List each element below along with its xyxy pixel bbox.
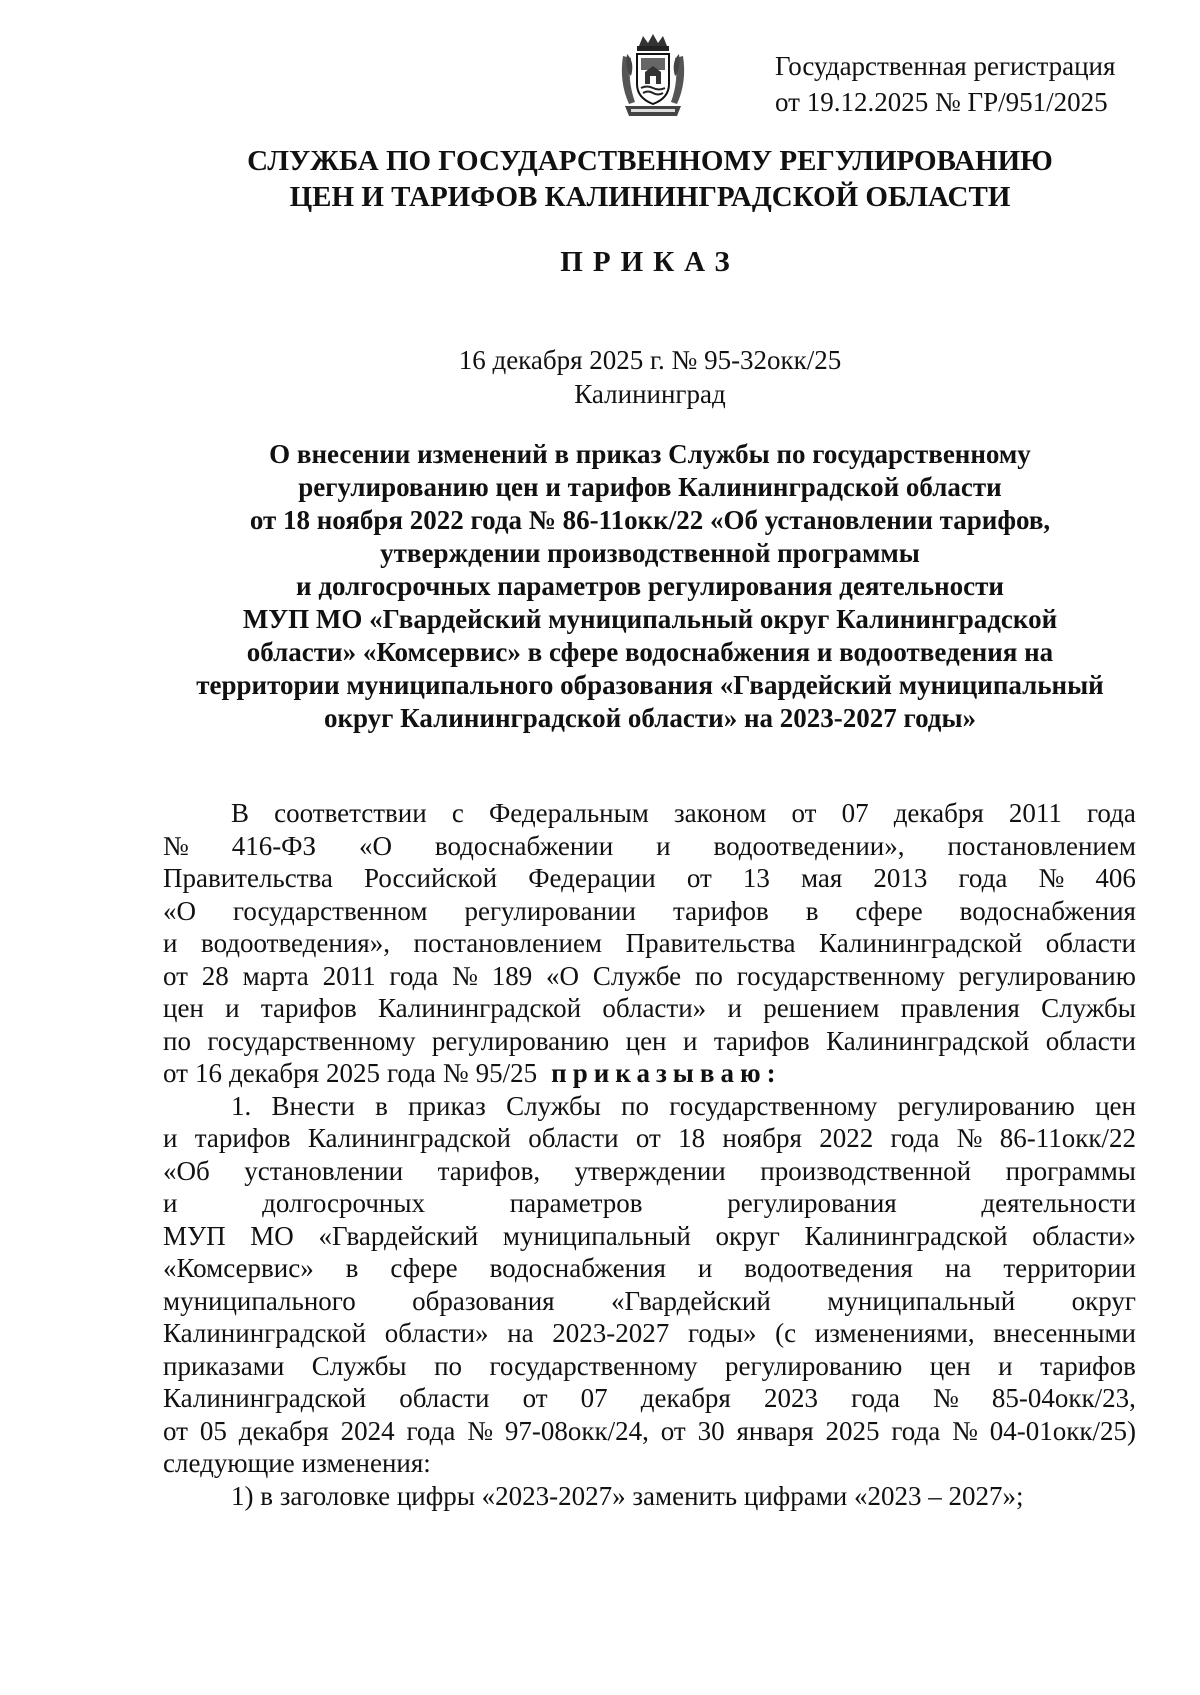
item-1-line: следующие изменения: [163, 1448, 431, 1478]
order-subject [150, 438, 1150, 735]
order-date-block [0, 343, 1200, 411]
subject-line: О внесении изменений в приказ Службы по государственному [269, 439, 1031, 469]
registration-stamp [775, 48, 1175, 120]
preamble-line: и водоотведения», постановлением Правительства Калининградской области [163, 928, 1136, 958]
item-1-line: и тарифов Калининградской области от 18 ноября 2022 года № 86-11окк/22 [163, 1123, 1136, 1153]
subitem-1 [163, 1480, 1136, 1513]
subject-line: округ Калининградской области» на 2023-2027 годы» [323, 703, 977, 733]
order-city: Калининград [574, 379, 726, 409]
subject-line: МУП МО «Гвардейский муниципальный округ Калининградской [242, 604, 1058, 634]
registration-line-1: Государственная регистрация [775, 51, 1116, 81]
subject-line: области» «Комсервис» в сфере водоснабжения и водоотведения на [246, 637, 1054, 667]
order-date-number: 16 декабря 2025 г. № 95-32окк/25 [458, 345, 842, 375]
subject-line: и долгосрочных параметров регулирования деятельности [296, 571, 1004, 601]
preamble-line: № 416-ФЗ «О водоснабжении и водоотведении», постановлением [163, 830, 1136, 861]
decree-word: приказываю: [551, 1058, 782, 1088]
coat-of-arms-emblem [617, 32, 689, 118]
document-type-title: ПРИКАЗ [560, 246, 740, 278]
registration-line-2: от 19.12.2025 № ГР/951/2025 [775, 87, 1108, 117]
item-1-line: приказами Службы по государственному регулированию цен и тарифов [163, 1350, 1136, 1381]
subject-line: регулированию цен и тарифов Калининградской области [298, 472, 1002, 502]
item-1-paragraph [163, 1090, 1136, 1480]
item-1-line: и долгосрочных параметров регулирования деятельности [163, 1188, 1136, 1218]
preamble-line: от 16 декабря 2025 года № 95/25 приказываю: [163, 1058, 782, 1088]
preamble-line: В соответствии с Федеральным законом от 07 декабря 2011 года [231, 798, 1136, 828]
preamble-line: цен и тарифов Калининградской области» и решением правления Службы [163, 993, 1136, 1023]
preamble-line: по государственному регулированию цен и тарифов Калининградской области [163, 1025, 1136, 1056]
agency-line-1: СЛУЖБА ПО ГОСУДАРСТВЕННОМУ РЕГУЛИРОВАНИЮ [247, 145, 1053, 177]
item-1-line: Калининградской области» на 2023-2027 годы» (с изменениями, внесенными [163, 1318, 1136, 1348]
subject-line: от 18 ноября 2022 года № 86-11окк/22 «Об установлении тарифов, [249, 505, 1051, 535]
item-1-line: «Об установлении тарифов, утверждении производственной программы [163, 1155, 1136, 1186]
item-1-line: Калининградской области от 07 декабря 2023 года № 85-04окк/23, [163, 1383, 1136, 1413]
subitem-1-text: 1) в заголовке цифры «2023-2027» заменить цифрами «2023 – 2027»; [231, 1480, 1024, 1511]
order-body [163, 797, 1136, 1512]
agency-name [0, 143, 1200, 215]
item-1-line: МУП МО «Гвардейский муниципальный округ Калининградской области» [163, 1220, 1136, 1251]
preamble-paragraph [163, 797, 1136, 1090]
item-1-line: муниципального образования «Гвардейский муниципальный округ [163, 1285, 1136, 1316]
preamble-line: Правительства Российской Федерации от 13 мая 2013 года № 406 [163, 863, 1136, 893]
preamble-line: «О государственном регулировании тарифов в сфере водоснабжения [163, 895, 1136, 926]
agency-line-2: ЦЕН И ТАРИФОВ КАЛИНИНГРАДСКОЙ ОБЛАСТИ [289, 181, 1011, 213]
subject-line: утверждении производственной программы [380, 538, 920, 568]
preamble-line: от 28 марта 2011 года № 189 «О Службе по государственному регулированию [163, 960, 1136, 991]
subject-line: территории муниципального образования «Гвардейский муниципальный [196, 670, 1104, 700]
item-1-line: от 05 декабря 2024 года № 97-08окк/24, от 30 января 2025 года № 04-01окк/25) [163, 1415, 1136, 1446]
item-1-line: 1. Внести в приказ Службы по государственному регулированию цен [231, 1090, 1136, 1121]
item-1-line: «Комсервис» в сфере водоснабжения и водоотведения на территории [163, 1253, 1136, 1283]
